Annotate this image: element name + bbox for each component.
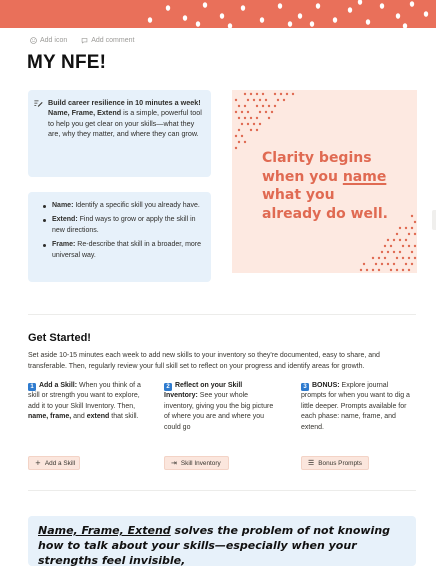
term-label: Extend: (52, 216, 78, 224)
quote-dot (235, 111, 237, 113)
quote-line-1: Clarity begins (262, 150, 372, 166)
step-text-bold: name, frame, (28, 413, 72, 421)
quote-dot (411, 227, 413, 229)
terms-list (38, 201, 203, 261)
quote-dot (402, 245, 404, 247)
quote-dot (384, 257, 386, 259)
quote-dot (381, 251, 383, 253)
scrollbar-handle[interactable] (432, 210, 436, 230)
smiley-icon (30, 37, 37, 44)
bottom-callout (28, 516, 416, 566)
quote-dot (238, 141, 240, 143)
quote-line-2-underlined: name (342, 168, 387, 185)
quote-dot (250, 93, 252, 95)
quote-dot (408, 269, 410, 271)
cover-dot (366, 19, 370, 25)
quote-dot (277, 99, 279, 101)
quote-dot (268, 105, 270, 107)
comment-icon (81, 37, 88, 44)
quote-dot (414, 233, 416, 235)
quote-dot (387, 263, 389, 265)
step-text-bold: extend (86, 413, 110, 421)
quote-dot (405, 239, 407, 241)
quote-dot (408, 245, 410, 247)
page-actions (30, 37, 134, 44)
step-title: BONUS: (311, 382, 340, 389)
bottom-callout-rest: solves the problem of not knowing how to talk about your skills—especially when your strengths feel invisible, (38, 524, 391, 567)
quote-dot (378, 257, 380, 259)
quote-dot (408, 233, 410, 235)
quote-dot (250, 117, 252, 119)
add-icon-button[interactable] (30, 37, 67, 44)
quote-dot (378, 269, 380, 271)
step-text: When you think of a skill or strength you want to explore, add it to your Skill Inventory. Then, (28, 382, 141, 410)
add-a-skill-label: Add a Skill (44, 459, 76, 467)
quote-dot (247, 111, 249, 113)
add-icon-label: Add icon (40, 37, 68, 44)
quote-dot (265, 99, 267, 101)
cover-dot (424, 11, 428, 17)
list-icon: ☰ (308, 459, 315, 467)
quote-dot (259, 99, 261, 101)
terms-callout (28, 192, 211, 282)
cover-dot (403, 23, 407, 29)
term-label: Frame: (52, 241, 76, 249)
step-title: Add a Skill: (38, 382, 78, 389)
quote-dot (256, 117, 258, 119)
quote-dot (244, 117, 246, 119)
quote-dot (393, 239, 395, 241)
quote-line-3: what you (262, 187, 335, 203)
pencil-lines-icon (34, 100, 43, 107)
quote-dot (390, 245, 392, 247)
quote-dot (244, 93, 246, 95)
step-column-add-skill (28, 381, 141, 423)
quote-dot (235, 147, 237, 149)
quote-dot (256, 129, 258, 131)
quote-dot (375, 263, 377, 265)
step-text: and (71, 413, 87, 421)
quote-dot (402, 257, 404, 259)
quote-dot (259, 123, 261, 125)
quote-dot (384, 245, 386, 247)
section-description: Set aside 10-15 minutes each week to add new skills to your inventory so they're documented, easy to share, and transferable. Then, regularly review your full skill set to reflect on your progress and identify areas for growth. (28, 352, 380, 370)
quote-dot (286, 93, 288, 95)
cover-dot (183, 15, 187, 21)
quote-dot (262, 93, 264, 95)
quote-dot (399, 251, 401, 253)
number-2-icon: 2 (164, 383, 172, 391)
quote-dot (396, 257, 398, 259)
quote-dot (241, 123, 243, 125)
add-comment-label: Add comment (91, 37, 135, 44)
cover-dot (241, 5, 245, 11)
quote-dot (265, 111, 267, 113)
quote-dot (393, 251, 395, 253)
term-item-frame (38, 240, 203, 261)
quote-dot (259, 111, 261, 113)
quote-dot (396, 233, 398, 235)
quote-dot (372, 257, 374, 259)
quote-dot (366, 269, 368, 271)
step-text: See your whole inventory, giving you the big picture of where you are and where you could go (164, 392, 274, 431)
divider (28, 490, 416, 491)
cover-dot (310, 21, 314, 27)
quote-dot (387, 239, 389, 241)
term-desc: Identify a specific skill you already have. (73, 202, 200, 209)
quote-dot (414, 257, 416, 259)
cover-dot (316, 3, 320, 9)
quote-dot (274, 93, 276, 95)
skill-inventory-button[interactable] (164, 456, 229, 470)
quote-dot (393, 263, 395, 265)
quote-dot (244, 105, 246, 107)
cover-dot (203, 2, 207, 8)
quote-dot (256, 93, 258, 95)
cover-dot (228, 23, 232, 29)
bottom-callout-text (38, 523, 406, 568)
cover-dot (380, 3, 384, 9)
bottom-callout-underlined: Name, Frame, Extend (38, 524, 171, 537)
cover-dot (333, 17, 337, 23)
quote-dot (292, 93, 294, 95)
term-desc: Re-describe that skill in a broader, more universal way. (52, 241, 202, 259)
quote-dot (283, 99, 285, 101)
cover-dot (298, 13, 302, 19)
bonus-prompts-label: Bonus Prompts (318, 459, 362, 467)
quote-line-2 (262, 168, 412, 187)
cover-dot (278, 3, 282, 9)
quote-image (232, 90, 417, 273)
cover-dot (196, 21, 200, 27)
term-desc: Find ways to grow or apply the skill in new directions. (52, 216, 196, 234)
quote-dot (241, 111, 243, 113)
quote-dot (235, 135, 237, 137)
quote-dot (387, 251, 389, 253)
skill-inventory-label: Skill Inventory (180, 459, 221, 467)
quote-dot (253, 99, 255, 101)
quote-dot (247, 99, 249, 101)
quote-dot (256, 105, 258, 107)
quote-dot (238, 117, 240, 119)
cover-dot (260, 17, 264, 23)
intro-body (48, 108, 203, 139)
step-column-reflect (164, 381, 277, 433)
cover-dot (348, 7, 352, 13)
quote-dot (363, 263, 365, 265)
term-label: Name: (52, 202, 74, 209)
quote-dot (372, 269, 374, 271)
cover-dot-pattern (0, 0, 436, 28)
page-title: MY NFE! (27, 52, 107, 73)
section-title: Get Started! (28, 332, 91, 344)
quote-dot (399, 227, 401, 229)
quote-dot (280, 93, 282, 95)
quote-dot (402, 269, 404, 271)
plus-icon: + (35, 459, 41, 467)
intro-body-rest: is a simple, powerful tool to help you get clear on your skills—what they are, why they matter, and where they can grow. (48, 108, 202, 139)
quote-dot (274, 105, 276, 107)
quote-dot (250, 129, 252, 131)
cover-dot (288, 21, 292, 27)
quote-text (262, 149, 412, 223)
divider (28, 314, 416, 315)
bonus-prompts-button[interactable] (301, 456, 369, 470)
quote-dot (411, 263, 413, 265)
cover-dot (166, 5, 170, 11)
cover-dot (358, 0, 362, 5)
intro-callout (28, 90, 211, 177)
quote-dot (411, 251, 413, 253)
page-cover-banner (0, 0, 436, 28)
add-comment-button[interactable] (81, 37, 134, 44)
quote-dot (271, 111, 273, 113)
step-text: that skill. (109, 413, 139, 421)
quote-dot (238, 129, 240, 131)
number-3-icon: 3 (301, 383, 309, 391)
step-text: Explore journal prompts for when you want to dig a little deeper. Prompts available for each phase: name, frame, and extend. (301, 382, 410, 431)
arrow-to-right-icon: ⇥ (171, 459, 177, 467)
step-column-bonus (301, 381, 414, 433)
quote-dot (241, 135, 243, 137)
quote-dot (235, 99, 237, 101)
cover-dot (410, 1, 414, 7)
quote-dot (408, 257, 410, 259)
term-item-extend (38, 215, 203, 236)
term-item-name (38, 201, 203, 211)
quote-dot (405, 227, 407, 229)
quote-dot (396, 269, 398, 271)
step-title: Reflect on your Skill Inventory: (164, 382, 243, 400)
quote-line-2-pre: when you (262, 168, 343, 185)
cover-dot (220, 13, 224, 19)
intro-headline: Build career resilience in 10 minutes a week! (48, 98, 201, 107)
quote-dot (268, 117, 270, 119)
quote-dot (405, 263, 407, 265)
quote-dot (253, 123, 255, 125)
quote-dot (381, 263, 383, 265)
quote-dot (244, 141, 246, 143)
quote-dot (247, 123, 249, 125)
quote-dot (414, 221, 416, 223)
quote-dot (238, 105, 240, 107)
quote-dot (390, 269, 392, 271)
add-a-skill-button[interactable] (28, 456, 80, 470)
quote-line-4: already do well. (262, 205, 388, 222)
quote-dot (414, 245, 416, 247)
cover-dot (396, 13, 400, 19)
quote-dot (262, 105, 264, 107)
number-1-icon: 1 (28, 383, 36, 391)
quote-dot (360, 269, 362, 271)
cover-dot (148, 17, 152, 23)
intro-body-bold: Name, Frame, Extend (48, 108, 122, 118)
quote-dot (399, 239, 401, 241)
